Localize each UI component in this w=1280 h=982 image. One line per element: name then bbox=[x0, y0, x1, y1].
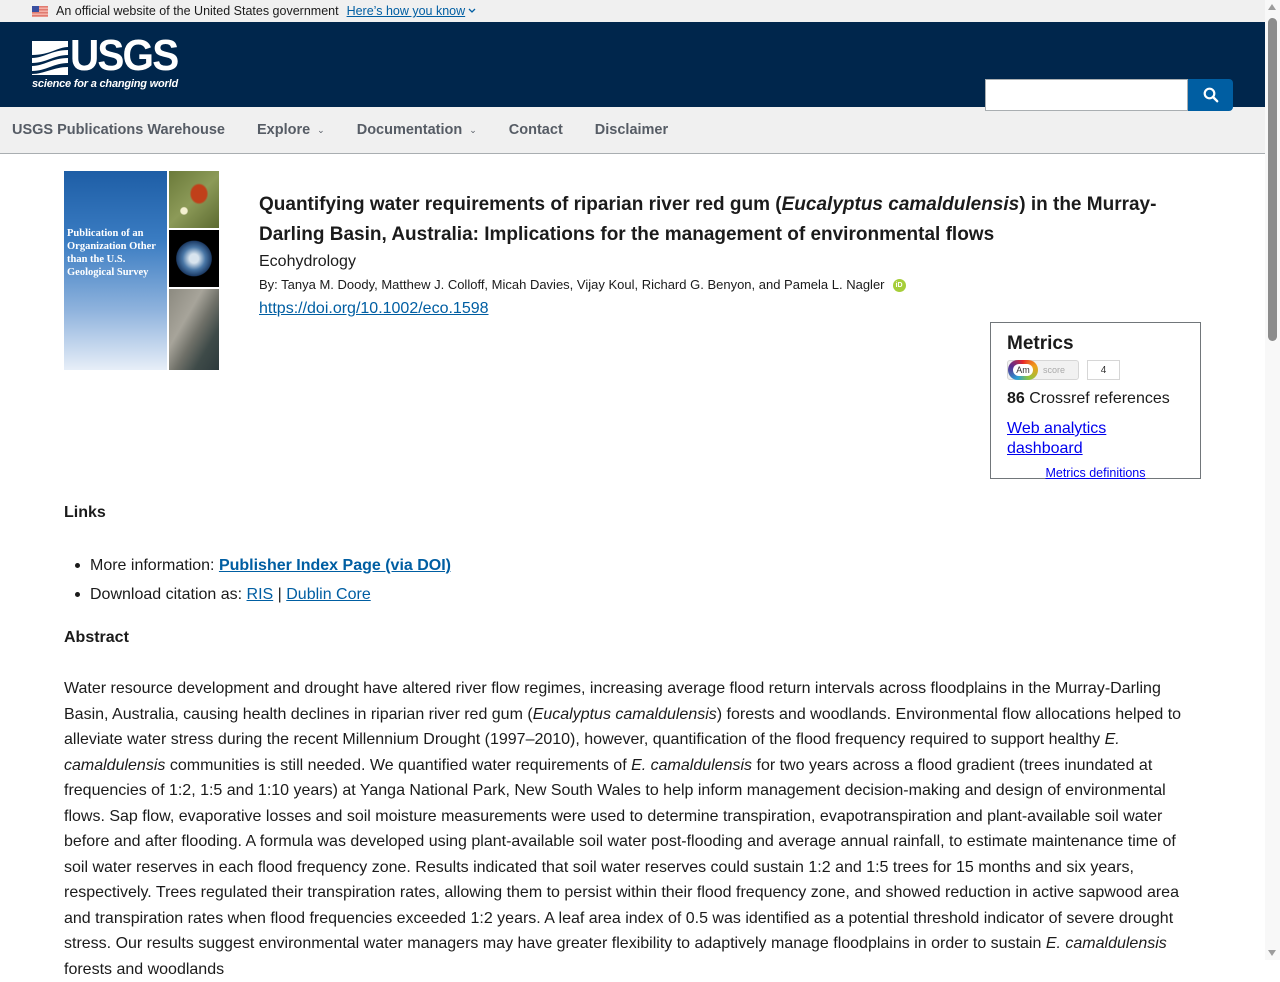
nav-label: Contact bbox=[508, 122, 563, 138]
list-item-more-info bbox=[90, 551, 451, 580]
title-text: Quantifying water requirements of riparian river red gum ( bbox=[259, 194, 782, 215]
publication-header bbox=[259, 190, 1199, 322]
scroll-down-arrow-icon[interactable] bbox=[1268, 950, 1276, 956]
altmetric-score-label: score bbox=[1043, 365, 1066, 375]
journal-name: Ecohydrology bbox=[259, 253, 356, 270]
dublin-core-link[interactable]: Dublin Core bbox=[286, 586, 371, 603]
altmetric-badge[interactable] bbox=[1007, 359, 1184, 381]
metrics-definitions-link[interactable]: Metrics definitions bbox=[1045, 466, 1146, 480]
nav-label: Disclaimer bbox=[594, 122, 669, 138]
title-species: Eucalyptus camaldulensis bbox=[781, 194, 1020, 215]
abstract-heading: Abstract bbox=[64, 629, 129, 646]
altmetric-score: 4 bbox=[1087, 360, 1120, 380]
list-item-download-citation bbox=[90, 580, 451, 609]
nav-label: Documentation bbox=[356, 122, 463, 138]
abstract-species: Eucalyptus camaldulensis bbox=[532, 705, 717, 723]
nav-documentation[interactable] bbox=[357, 122, 477, 138]
gov-banner bbox=[0, 0, 1280, 22]
chevron-down-icon bbox=[468, 8, 476, 14]
us-flag-icon bbox=[32, 6, 48, 17]
search-button[interactable] bbox=[1188, 79, 1233, 111]
publication-cover-image bbox=[64, 171, 219, 370]
publication-title bbox=[259, 190, 1199, 250]
heres-how-you-know-label: Here’s how you know bbox=[346, 4, 466, 18]
crossref-count: 86 bbox=[1007, 390, 1025, 407]
chevron-down-icon: ⌄ bbox=[317, 124, 325, 135]
authors-text: By: Tanya M. Doody, Matthew J. Colloff, Micah Davies, Vijay Koul, Richard G. Benyon, and Pamela L. Nagler bbox=[259, 277, 885, 292]
logo-tagline: science for a changing world bbox=[32, 78, 178, 90]
nav-label: Explore bbox=[256, 122, 311, 138]
abstract-segment: ) forests and woodlands. Environmental flow allocations helped to alleviate water stress during the recent Millennium Drought (1997–2010), however, quantification of the flood frequency required to support healthy bbox=[64, 705, 1182, 748]
download-citation-label: Download citation as: bbox=[90, 586, 247, 603]
site-header bbox=[0, 22, 1280, 107]
abstract-segment: forests and woodlands bbox=[64, 960, 225, 978]
altmetric-am: Am bbox=[1013, 364, 1033, 376]
chevron-down-icon: ⌄ bbox=[469, 124, 477, 135]
links-list bbox=[90, 551, 451, 609]
abstract-text bbox=[64, 676, 1204, 982]
search-input[interactable] bbox=[985, 79, 1188, 111]
title-text: ) in the Murray-Darling Basin, Australia: Implications for the management of environmental flows bbox=[259, 194, 1157, 245]
scrollbar-thumb[interactable] bbox=[1268, 18, 1277, 341]
links-heading: Links bbox=[64, 504, 106, 521]
logo-wordmark: USGS bbox=[70, 31, 178, 80]
crossref-references bbox=[1007, 389, 1184, 409]
cover-blue-panel bbox=[64, 171, 167, 370]
nav-disclaimer[interactable] bbox=[595, 122, 668, 138]
metrics-panel bbox=[990, 322, 1201, 479]
nav-label: USGS Publications Warehouse bbox=[12, 122, 225, 138]
altmetric-donut bbox=[1007, 360, 1079, 380]
heres-how-you-know-link[interactable] bbox=[347, 4, 477, 18]
crossref-label: Crossref references bbox=[1024, 390, 1170, 407]
cover-photo-earth bbox=[169, 230, 219, 287]
cover-photo-leaf bbox=[169, 171, 219, 228]
scroll-up-arrow-icon[interactable] bbox=[1268, 4, 1276, 10]
cover-text: Publication of an Organization Other than the U.S. Geological Survey bbox=[67, 228, 156, 278]
usgs-logo[interactable] bbox=[32, 31, 178, 93]
web-analytics-dashboard-link[interactable]: Web analytics dashboard bbox=[1007, 420, 1107, 457]
abstract-species: E. camaldulensis bbox=[1045, 935, 1167, 952]
search-icon bbox=[1203, 87, 1219, 103]
abstract-segment: for two years across a flood gradient (trees inundated at frequencies of 1:2, 1:5 and 1:10 years) at Yanga National Park, New South Wales to help inform management decision-making and design of environmental flows. Sap flow, evaporative losses and soil moisture measurements were used to determine transpiration, evapotranspiration and plant-available soil water before and after flooding. A formula was developed using plant-available soil water post-flooding and average annual rainfall, to estimate maintenance time of soil water reserves in each flood frequency zone. Results indicated that soil water reserves could sustain 1:2 and 1:5 trees for 15 months and six years, respectively. Trees regulated their transpiration rates, allowing them to persist within their flood frequency zone, and showed reduction in active sapwood area and transpiration rates when flood frequencies exceeded 1:2 years. A leaf area index of 0.5 was identified as a potential threshold indicator of severe drought stress. Our results suggest environmental water managers may have greater flexibility to adaptively manage floodplains in order to sustain bbox=[64, 756, 1179, 952]
abstract-segment: Water resource development and drought have altered river flow regimes, increasing average flood return intervals across floodplains in the Murray-Darling Basin, Australia, causing health declines in riparian river red gum ( bbox=[64, 680, 1161, 723]
abstract-segment: communities is still needed. We quantified water requirements of bbox=[165, 756, 632, 774]
abstract-species: E. camaldulensis bbox=[64, 731, 1120, 774]
nav-explore[interactable] bbox=[257, 122, 325, 138]
search-form bbox=[985, 79, 1233, 111]
nav-contact[interactable] bbox=[509, 122, 563, 138]
separator: | bbox=[273, 586, 287, 603]
doi-link[interactable]: https://doi.org/10.1002/eco.1598 bbox=[259, 300, 489, 317]
altmetric-ring-icon bbox=[1008, 360, 1038, 380]
orcid-icon[interactable]: iD bbox=[893, 279, 906, 292]
publisher-index-page-link[interactable]: Publisher Index Page (via DOI) bbox=[218, 557, 451, 574]
more-info-label: More information: bbox=[90, 557, 219, 574]
cover-photo-satellite bbox=[169, 289, 219, 370]
metrics-heading: Metrics bbox=[1007, 333, 1074, 354]
main-nav bbox=[0, 107, 1280, 154]
gov-banner-text: An official website of the United States government bbox=[56, 4, 339, 18]
page-scrollbar[interactable] bbox=[1265, 0, 1280, 960]
nav-publications-warehouse[interactable] bbox=[12, 122, 225, 138]
author-list bbox=[259, 274, 1199, 296]
ris-link[interactable]: RIS bbox=[246, 586, 274, 603]
abstract-species: E. camaldulensis bbox=[631, 756, 753, 774]
usgs-waves-icon bbox=[32, 41, 68, 75]
